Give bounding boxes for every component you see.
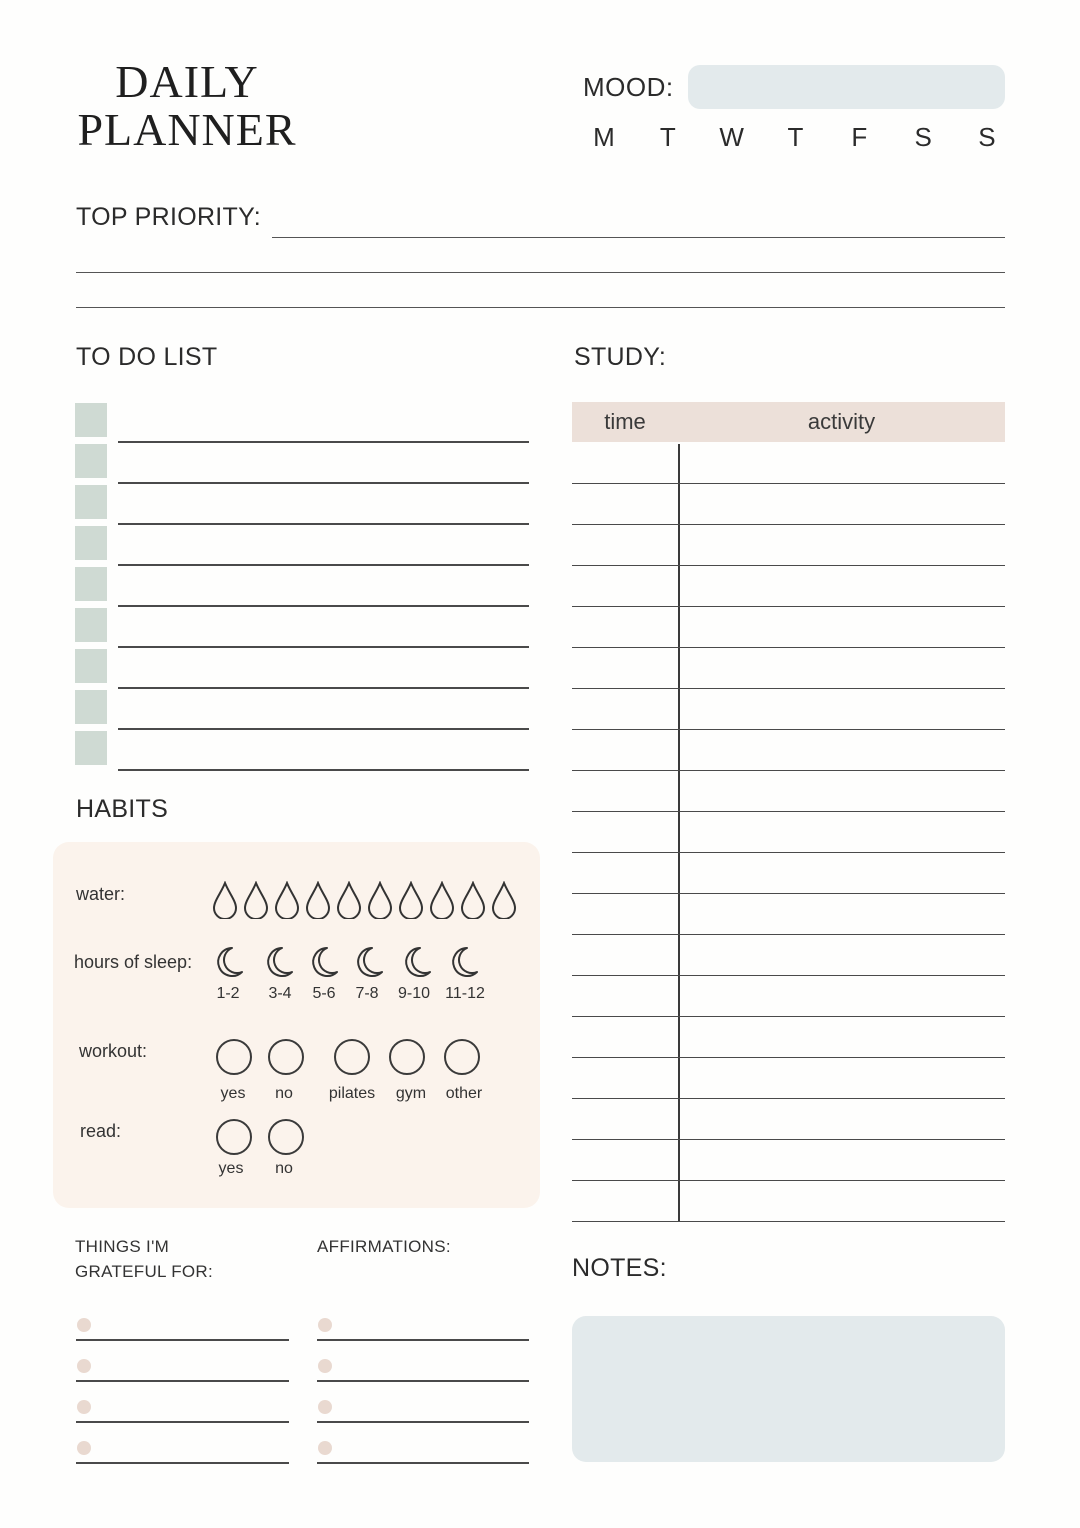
study-row-line[interactable]: [572, 688, 1005, 689]
affirmation-line[interactable]: [317, 1339, 529, 1341]
study-row-line[interactable]: [572, 975, 1005, 976]
study-row-line[interactable]: [572, 934, 1005, 935]
read-no-checkbox[interactable]: [268, 1119, 304, 1155]
title-line-1: DAILY: [115, 56, 259, 107]
todo-checkbox[interactable]: [75, 731, 107, 765]
workout-no-checkbox[interactable]: [268, 1039, 304, 1075]
study-row-line[interactable]: [572, 852, 1005, 853]
water-drop-icon[interactable]: [243, 881, 269, 919]
water-drop-icon[interactable]: [367, 881, 393, 919]
workout-other-checkbox[interactable]: [444, 1039, 480, 1075]
read-option-label: yes: [218, 1160, 244, 1177]
affirmation-bullet: [318, 1359, 332, 1373]
notes-label: NOTES:: [572, 1254, 667, 1282]
workout-label: workout:: [79, 1041, 148, 1061]
study-table-header: [572, 402, 1005, 442]
affirmations-label: AFFIRMATIONS:: [317, 1237, 451, 1256]
read-yes-checkbox[interactable]: [216, 1119, 252, 1155]
grateful-bullet: [77, 1441, 91, 1455]
todo-checkbox[interactable]: [75, 444, 107, 478]
page-title: [72, 58, 302, 154]
todo-checkbox[interactable]: [75, 485, 107, 519]
todo-line[interactable]: [118, 605, 529, 607]
moon-icon[interactable]: [445, 944, 481, 980]
study-row-line[interactable]: [572, 1221, 1005, 1222]
weekday-tue[interactable]: T: [659, 122, 676, 152]
study-row-line[interactable]: [572, 729, 1005, 730]
moon-icon[interactable]: [260, 944, 296, 980]
top-priority-label: TOP PRIORITY:: [76, 203, 261, 231]
workout-option-label: no: [275, 1085, 293, 1102]
workout-pilates-checkbox[interactable]: [334, 1039, 370, 1075]
todo-checkbox[interactable]: [75, 567, 107, 601]
grateful-bullet: [77, 1318, 91, 1332]
todo-checkbox[interactable]: [75, 403, 107, 437]
grateful-label-line-1: THINGS I'M: [75, 1237, 170, 1256]
study-label: STUDY:: [574, 343, 667, 371]
grateful-bullet: [77, 1359, 91, 1373]
moon-icon[interactable]: [350, 944, 386, 980]
sleep-option-label: 1-2: [216, 985, 240, 1002]
todo-line[interactable]: [118, 441, 529, 443]
todo-checkbox[interactable]: [75, 608, 107, 642]
affirmation-line[interactable]: [317, 1380, 529, 1382]
weekday-mon[interactable]: M: [593, 122, 615, 152]
study-row-line[interactable]: [572, 483, 1005, 484]
sleep-option-label: 9-10: [397, 985, 431, 1002]
todo-checkbox[interactable]: [75, 649, 107, 683]
study-row-line[interactable]: [572, 811, 1005, 812]
grateful-line[interactable]: [76, 1339, 289, 1341]
water-drop-icon[interactable]: [460, 881, 486, 919]
moon-icon[interactable]: [210, 944, 246, 980]
affirmation-bullet: [318, 1400, 332, 1414]
water-drop-icon[interactable]: [429, 881, 455, 919]
affirmation-bullet: [318, 1318, 332, 1332]
study-row-line[interactable]: [572, 770, 1005, 771]
affirmation-bullet: [318, 1441, 332, 1455]
weekday-wed[interactable]: W: [719, 122, 744, 152]
sleep-option-label: 5-6: [312, 985, 336, 1002]
water-drop-icon[interactable]: [212, 881, 238, 919]
sleep-option-label: 7-8: [355, 985, 379, 1002]
sleep-option-label: 11-12: [445, 985, 485, 1002]
grateful-label: [75, 1234, 213, 1284]
notes-field[interactable]: [572, 1316, 1005, 1462]
workout-yes-checkbox[interactable]: [216, 1039, 252, 1075]
workout-option-label: pilates: [328, 1085, 376, 1102]
todo-line[interactable]: [118, 769, 529, 771]
water-drop-icon[interactable]: [305, 881, 331, 919]
workout-option-label: yes: [220, 1085, 246, 1102]
read-label: read:: [80, 1121, 122, 1141]
todo-line[interactable]: [118, 482, 529, 484]
study-row-line[interactable]: [572, 647, 1005, 648]
weekday-sat[interactable]: S: [914, 122, 932, 152]
todo-line[interactable]: [118, 646, 529, 648]
study-row-line[interactable]: [572, 1016, 1005, 1017]
water-drop-icon[interactable]: [398, 881, 424, 919]
todo-line[interactable]: [118, 687, 529, 689]
todo-label: TO DO LIST: [76, 343, 218, 371]
grateful-line[interactable]: [76, 1380, 289, 1382]
todo-checkbox[interactable]: [75, 526, 107, 560]
todo-line[interactable]: [118, 728, 529, 730]
water-label: water:: [76, 884, 126, 904]
study-row-line[interactable]: [572, 606, 1005, 607]
water-drop-icon[interactable]: [491, 881, 517, 919]
sleep-label: hours of sleep:: [74, 952, 193, 972]
top-priority-line-2[interactable]: [76, 272, 1005, 273]
todo-checkbox[interactable]: [75, 690, 107, 724]
weekday-fri[interactable]: F: [851, 122, 868, 152]
top-priority-line-3[interactable]: [76, 307, 1005, 308]
study-col-time: time: [604, 409, 646, 434]
grateful-line[interactable]: [76, 1462, 289, 1464]
affirmation-line[interactable]: [317, 1462, 529, 1464]
weekday-sun[interactable]: S: [978, 122, 996, 152]
read-option-label: no: [275, 1160, 293, 1177]
study-row-line[interactable]: [572, 1139, 1005, 1140]
mood-label: MOOD:: [583, 72, 674, 102]
weekday-selector: [583, 122, 1008, 153]
study-col-activity: activity: [807, 409, 876, 434]
study-row-line[interactable]: [572, 524, 1005, 525]
mood-field[interactable]: [688, 65, 1005, 109]
study-row-line[interactable]: [572, 565, 1005, 566]
workout-gym-checkbox[interactable]: [389, 1039, 425, 1075]
study-row-line[interactable]: [572, 1098, 1005, 1099]
workout-option-label: gym: [395, 1085, 427, 1102]
study-row-line[interactable]: [572, 893, 1005, 894]
moon-icon[interactable]: [305, 944, 341, 980]
grateful-bullet: [77, 1400, 91, 1414]
top-priority-line-1[interactable]: [272, 237, 1005, 238]
water-drop-icon[interactable]: [336, 881, 362, 919]
study-row-line[interactable]: [572, 1057, 1005, 1058]
study-row-line[interactable]: [572, 1180, 1005, 1181]
workout-option-label: other: [445, 1085, 483, 1102]
moon-icon[interactable]: [398, 944, 434, 980]
habits-label: HABITS: [76, 795, 169, 823]
sleep-option-label: 3-4: [268, 985, 292, 1002]
todo-line[interactable]: [118, 564, 529, 566]
grateful-label-line-2: GRATEFUL FOR:: [75, 1262, 214, 1281]
weekday-thu[interactable]: T: [787, 122, 804, 152]
water-drop-icon[interactable]: [274, 881, 300, 919]
study-column-divider: [678, 444, 680, 1221]
grateful-line[interactable]: [76, 1421, 289, 1423]
title-line-2: PLANNER: [77, 104, 297, 155]
affirmation-line[interactable]: [317, 1421, 529, 1423]
todo-line[interactable]: [118, 523, 529, 525]
